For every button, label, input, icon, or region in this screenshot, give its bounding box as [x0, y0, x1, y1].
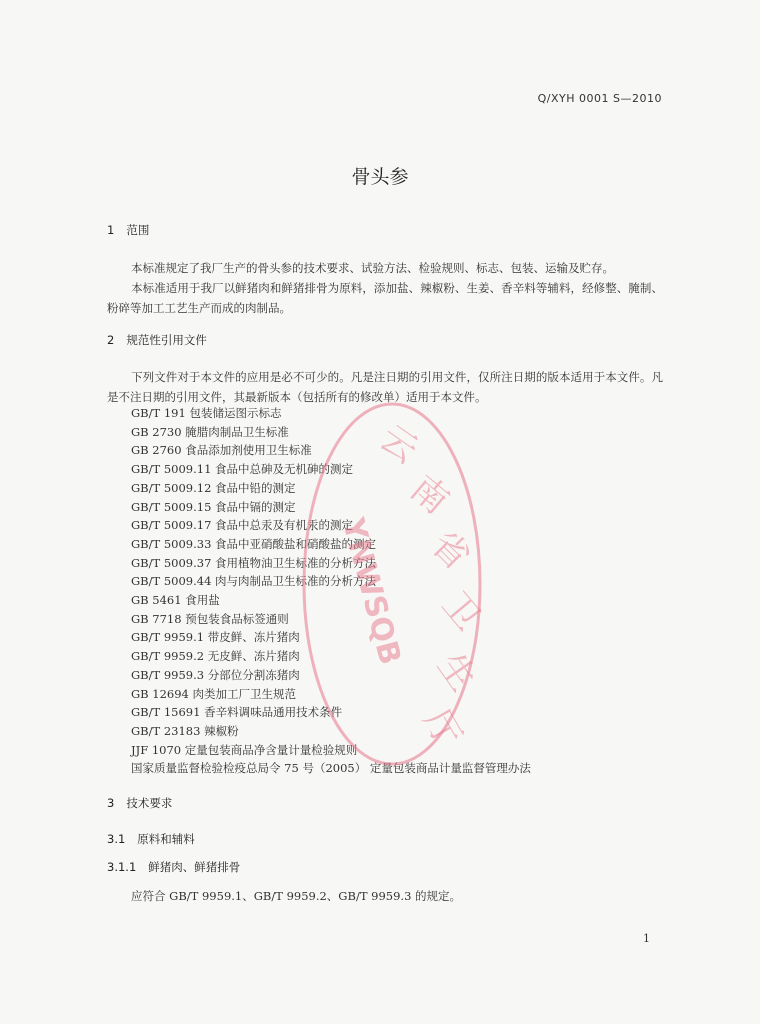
references-intro-text: 下列文件对于本文件的应用是必不可少的。凡是注日期的引用文件，仅所注日期的版本适用于本文件。凡是不注日期的引用文件，其最新版本（包括所有的修改单）适用于本文件。	[107, 370, 663, 404]
section-title: 范围	[126, 223, 150, 237]
reference-item: GB/T 5009.15 食品中镉的测定	[131, 499, 296, 514]
raw-material-paragraph	[107, 886, 663, 906]
reference-item: GB/T 5009.17 食品中总汞及有机汞的测定	[131, 518, 354, 533]
reference-list	[131, 404, 531, 778]
reference-item: GB/T 191 包装储运图示标志	[131, 406, 282, 420]
section-number: 2	[107, 333, 115, 347]
page-number: 1	[643, 932, 650, 945]
section-number: 3.1	[107, 832, 126, 846]
reference-item: GB/T 9959.3 分部位分割冻猪肉	[131, 667, 300, 682]
section-title: 技术要求	[126, 796, 173, 810]
reference-item: GB/T 23183 辣椒粉	[131, 723, 239, 738]
seal-char: 卫	[433, 584, 489, 639]
reference-item: GB/T 5009.12 食品中铅的测定	[131, 480, 296, 495]
seal-char: 生	[429, 645, 484, 699]
reference-item: GB 7718 预包装食品标签通则	[131, 611, 289, 626]
reference-item: GB/T 5009.11 食品中总砷及无机砷的测定	[131, 462, 354, 477]
seal-char: 南	[402, 467, 457, 523]
reference-item: JJF 1070 定量包装商品净含量计量检验规则	[131, 742, 358, 757]
section-number: 3	[107, 796, 115, 810]
reference-item: GB/T 9959.1 带皮鲜、冻片猪肉	[131, 630, 300, 645]
section-title: 原料和辅料	[137, 832, 195, 846]
raw-material-text: 应符合 GB/T 9959.1、GB/T 9959.2、GB/T 9959.3 的规定。	[131, 889, 462, 903]
seal-char: 云	[372, 417, 426, 472]
reference-item: GB 2730 腌腊肉制品卫生标准	[131, 424, 289, 439]
document-code: Q/XYH 0001 S—2010	[537, 92, 662, 105]
section-2-heading	[107, 332, 207, 348]
reference-item: GB 5461 食用盐	[131, 593, 220, 608]
section-3-1-heading	[107, 831, 195, 847]
section-number: 3.1.1	[107, 860, 137, 874]
reference-item: GB 2760 食品添加剂使用卫生标准	[131, 443, 312, 458]
section-3-1-1-heading	[107, 859, 240, 875]
references-intro	[107, 367, 663, 407]
section-title: 规范性引用文件	[126, 333, 207, 347]
document-title: 骨头参	[351, 166, 409, 188]
seal-code: YNWSQB	[334, 514, 408, 669]
section-3-heading	[107, 795, 172, 811]
reference-item: GB/T 9959.2 无皮鲜、冻片猪肉	[131, 649, 300, 664]
scope-text-2: 本标准适用于我厂以鲜猪肉和鲜猪排骨为原料，添加盐、辣椒粉、生姜、香辛料等辅料，经修整、腌制、粉碎等加工工艺生产而成的肉制品。	[107, 281, 663, 315]
reference-item: GB/T 5009.37 食用植物油卫生标准的分析方法	[131, 555, 377, 570]
scope-paragraph-1	[107, 258, 663, 278]
reference-item: GB/T 15691 香辛料调味品通用技术条件	[131, 705, 343, 720]
section-number: 1	[107, 223, 115, 237]
seal-char: 厅	[415, 702, 469, 755]
reference-item: 国家质量监督检验检疫总局令 75 号（2005） 定量包装商品计量监督管理办法	[131, 761, 531, 776]
seal-char: 省	[422, 523, 478, 579]
reference-item: GB/T 5009.44 肉与肉制品卫生标准的分析方法	[131, 574, 377, 589]
section-title: 鲜猪肉、鲜猪排骨	[148, 860, 241, 874]
scope-paragraph-2	[107, 278, 663, 318]
reference-item: GB/T 5009.33 食品中亚硝酸盐和硝酸盐的测定	[131, 536, 377, 551]
scope-text-1: 本标准规定了我厂生产的骨头参的技术要求、试验方法、检验规则、标志、包装、运输及贮存。	[131, 261, 614, 275]
reference-item: GB 12694 肉类加工厂卫生规范	[131, 686, 297, 701]
section-1-heading	[107, 222, 149, 238]
